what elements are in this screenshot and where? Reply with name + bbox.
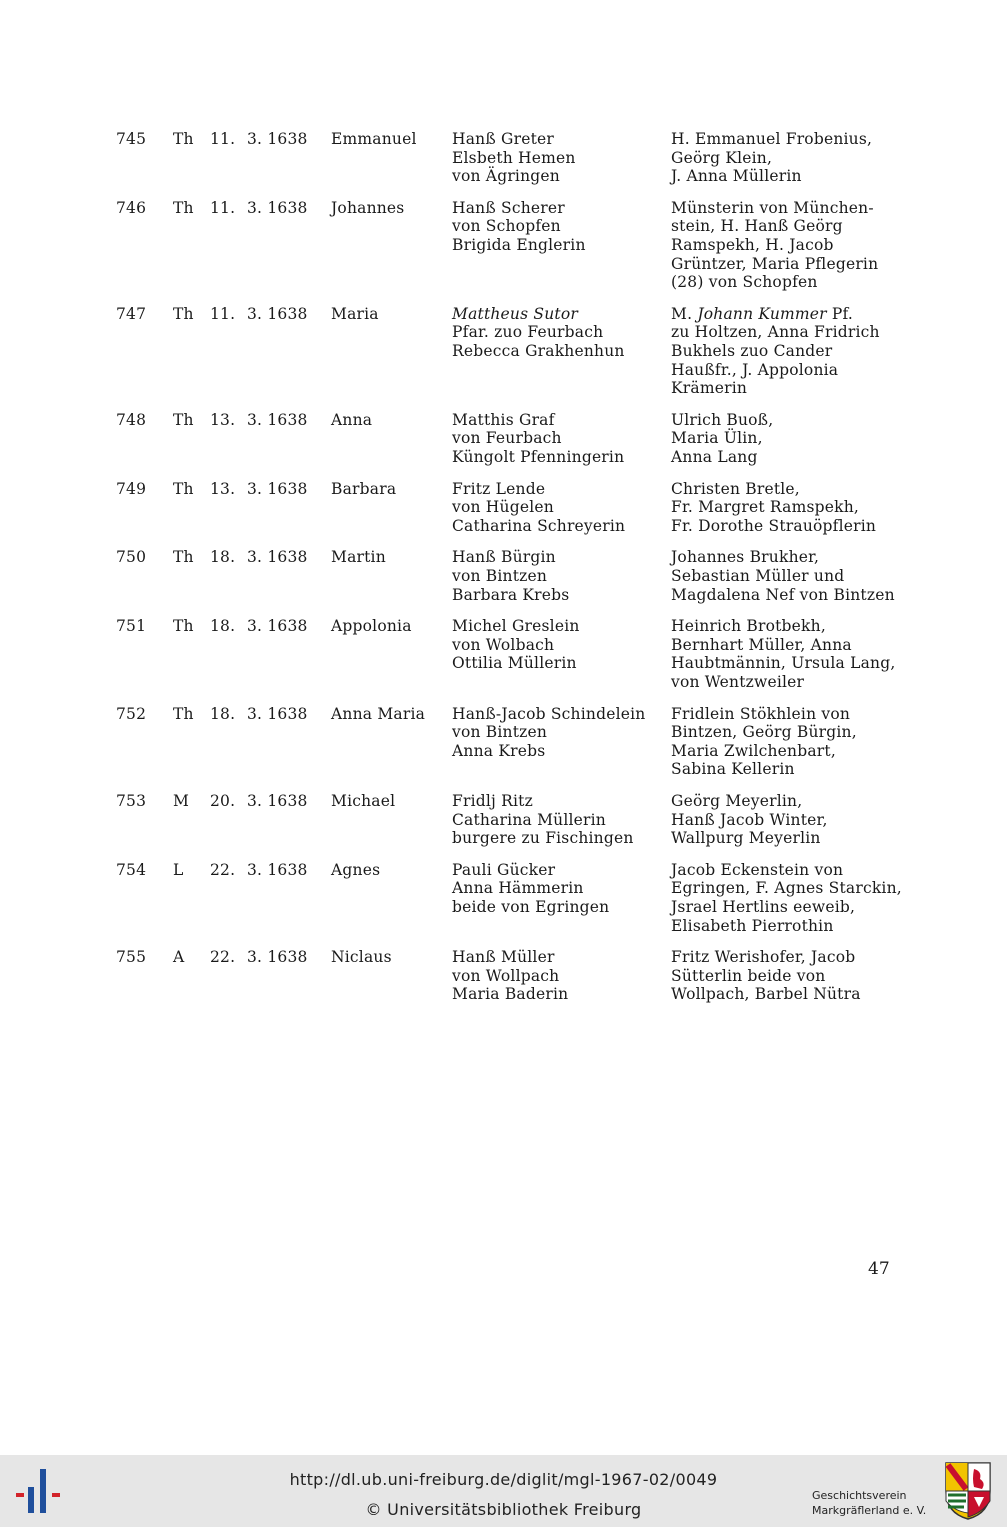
godparent-line: Hanß Jacob Winter,: [671, 810, 828, 829]
godparents-column: [671, 792, 828, 848]
entry-month-year: 3. 1638: [247, 410, 308, 429]
child-name: Niclaus: [331, 948, 392, 967]
godparent-line: Jacob Eckenstein von: [671, 860, 844, 879]
parent-line: Hanß-Jacob Schindelein: [452, 704, 646, 723]
parent-line: von Hügelen: [452, 498, 554, 517]
godparent-line: Fridlein Stökhlein von: [671, 704, 851, 723]
entry-weekday: L: [173, 860, 184, 879]
godparent-line: Egringen, F. Agnes Starckin,: [671, 879, 902, 898]
godparents-column: [671, 480, 876, 536]
entry-number: 749: [116, 479, 147, 498]
entry-number: 745: [116, 130, 147, 148]
entry-weekday: Th: [173, 704, 194, 723]
child-name: Appolonia: [331, 617, 412, 636]
parent-line: Pauli Gücker: [452, 860, 556, 879]
parent-line: Matthis Graf: [452, 410, 555, 429]
entry-number: 747: [116, 304, 147, 323]
parents-column: [452, 705, 645, 761]
parents-column: [452, 480, 625, 536]
parents-column: [452, 948, 568, 1004]
parent-line: Barbara Krebs: [452, 585, 570, 604]
parent-line: Hanß Bürgin: [452, 548, 556, 567]
entry-day-of-month: 20.: [210, 791, 236, 810]
markgraeflerland-coat-of-arms-icon: [944, 1461, 992, 1521]
godparent-line: Fr. Dorothe Strauöpflerin: [671, 516, 877, 535]
parent-line: Anna Hämmerin: [452, 879, 584, 898]
entry-month-year: 3. 1638: [247, 304, 308, 323]
text-fragment: M.: [671, 304, 698, 323]
godparent-line: Bintzen, Geörg Bürgin,: [671, 723, 857, 742]
entry-number: 751: [116, 617, 147, 636]
entry-month-year: 3. 1638: [247, 198, 308, 217]
parent-line: von Ägringen: [452, 167, 560, 186]
entry-weekday: Th: [173, 304, 194, 323]
page-number: 47: [868, 1259, 890, 1279]
entry-weekday: Th: [173, 198, 194, 217]
parents-column: [452, 305, 625, 361]
parent-line: Mattheus Sutor: [452, 304, 578, 323]
godparent-line: Sabina Kellerin: [671, 760, 795, 779]
godparents-column: [671, 861, 902, 935]
parent-line: von Wolbach: [452, 635, 555, 654]
entry-day-of-month: 22.: [210, 860, 236, 879]
viewer-footer: [0, 1455, 1007, 1527]
godparents-column: [671, 130, 872, 186]
entry-month-year: 3. 1638: [247, 860, 308, 879]
godparent-line: Grüntzer, Maria Pflegerin: [671, 254, 879, 273]
child-name: Maria: [331, 304, 379, 323]
register-entry: [0, 705, 1007, 779]
godparent-line: Magdalena Nef von Bintzen: [671, 585, 895, 604]
entry-month-year: 3. 1638: [247, 617, 308, 636]
entry-day-of-month: 22.: [210, 948, 236, 967]
godparent-line: Geörg Klein,: [671, 148, 773, 167]
register-entry: [0, 480, 1007, 536]
godparent-line: (28) von Schopfen: [671, 273, 818, 292]
godparents-column: [671, 948, 861, 1004]
parent-line: Küngolt Pfenningerin: [452, 447, 625, 466]
godparent-line: Wollpach, Barbel Nütra: [671, 985, 861, 1004]
child-name: Anna Maria: [331, 704, 426, 723]
godparent-line: Johannes Brukher,: [671, 548, 820, 567]
godparent-line: Elisabeth Pierrothin: [671, 916, 834, 935]
godparent-line: Wallpurg Meyerlin: [671, 829, 821, 848]
godparent-line: zu Holtzen, Anna Fridrich: [671, 323, 880, 342]
godparent-line: Maria Ülin,: [671, 429, 763, 448]
entry-weekday: Th: [173, 617, 194, 636]
godparent-line: Fr. Margret Ramspekh,: [671, 498, 860, 517]
entry-number: 750: [116, 548, 147, 567]
entry-weekday: Th: [173, 548, 194, 567]
parent-line: Brigida Englerin: [452, 235, 586, 254]
parents-column: [452, 548, 569, 604]
entry-month-year: 3. 1638: [247, 948, 308, 967]
godparent-line: Bernhart Müller, Anna: [671, 635, 852, 654]
register-entry: [0, 199, 1007, 292]
godparent-line: Haußfr., J. Appolonia: [671, 360, 839, 379]
entry-number: 746: [116, 198, 147, 217]
godparent-line: Sütterlin beide von: [671, 966, 826, 985]
entry-month-year: 3. 1638: [247, 548, 308, 567]
godparent-line: Heinrich Brotbekh,: [671, 617, 826, 636]
register-entry: [0, 861, 1007, 935]
entry-weekday: Th: [173, 479, 194, 498]
parent-line: Catharina Müllerin: [452, 810, 606, 829]
godparent-line: stein, H. Hanß Geörg: [671, 217, 843, 236]
godparents-column: [671, 411, 773, 467]
parent-line: Pfar. zuo Feurbach: [452, 323, 604, 342]
parent-line: Anna Krebs: [452, 741, 546, 760]
godparents-column: [671, 617, 896, 691]
register-entry: [0, 130, 1007, 186]
entry-number: 753: [116, 791, 147, 810]
parent-line: Hanß Greter: [452, 130, 554, 148]
parents-column: [452, 861, 609, 917]
godparents-column: [671, 199, 878, 292]
child-name: Barbara: [331, 479, 397, 498]
entry-day-of-month: 11.: [210, 130, 236, 148]
parent-line: Fritz Lende: [452, 479, 546, 498]
parent-line: burgere zu Fischingen: [452, 829, 634, 848]
entry-number: 752: [116, 704, 147, 723]
godparents-column: [671, 705, 857, 779]
parents-column: [452, 617, 580, 673]
child-name: Martin: [331, 548, 386, 567]
entry-day-of-month: 18.: [210, 617, 236, 636]
register-entry: [0, 617, 1007, 691]
entry-day-of-month: 11.: [210, 198, 236, 217]
parents-column: [452, 792, 634, 848]
entry-weekday: A: [173, 948, 185, 967]
godparent-line: Fritz Werishofer, Jacob: [671, 948, 856, 967]
child-name: Emmanuel: [331, 130, 417, 148]
godparent-line: Anna Lang: [671, 447, 758, 466]
entry-weekday: Th: [173, 130, 194, 148]
entry-day-of-month: 13.: [210, 410, 236, 429]
parent-line: von Schopfen: [452, 217, 561, 236]
godparent-line: Haubtmännin, Ursula Lang,: [671, 654, 896, 673]
parents-column: [452, 411, 624, 467]
register-entry: [0, 792, 1007, 848]
entry-month-year: 3. 1638: [247, 704, 308, 723]
document-url-link[interactable]: http://dl.ub.uni-freiburg.de/diglit/mgl-1967-02/0049: [289, 1470, 718, 1489]
godparent-line: Maria Zwilchenbart,: [671, 741, 836, 760]
entry-day-of-month: 11.: [210, 304, 236, 323]
parent-line: Rebecca Grakhenhun: [452, 341, 625, 360]
godparent-line: Bukhels zuo Cander: [671, 341, 833, 360]
entry-day-of-month: 18.: [210, 548, 236, 567]
italic-name: Johann Kummer: [697, 304, 827, 323]
godparent-line: Geörg Meyerlin,: [671, 791, 803, 810]
entry-month-year: 3. 1638: [247, 791, 308, 810]
godparent-line: Ramspekh, H. Jacob: [671, 235, 834, 254]
child-name: Agnes: [331, 860, 381, 879]
parent-line: Ottilia Müllerin: [452, 654, 577, 673]
godparent-line: Krämerin: [671, 379, 748, 398]
godparent-line: Ulrich Buoß,: [671, 410, 774, 429]
godparents-column: [671, 305, 880, 398]
register-entry: [0, 305, 1007, 398]
child-name: Johannes: [331, 198, 405, 217]
parent-line: von Feurbach: [452, 429, 562, 448]
godparent-line: Sebastian Müller und: [671, 566, 845, 585]
parents-column: [452, 199, 586, 255]
register-entry: [0, 948, 1007, 1004]
parent-line: Maria Baderin: [452, 985, 569, 1004]
entry-weekday: Th: [173, 410, 194, 429]
entry-month-year: 3. 1638: [247, 130, 308, 148]
entry-number: 755: [116, 948, 147, 967]
child-name: Michael: [331, 791, 396, 810]
entry-day-of-month: 18.: [210, 704, 236, 723]
godparent-line: H. Emmanuel Frobenius,: [671, 130, 873, 148]
entry-number: 748: [116, 410, 147, 429]
parent-line: von Wollpach: [452, 966, 560, 985]
entry-month-year: 3. 1638: [247, 479, 308, 498]
parent-line: Hanß Müller: [452, 948, 555, 967]
parent-line: Hanß Scherer: [452, 198, 565, 217]
godparent-line: Jsrael Hertlins eeweib,: [671, 897, 856, 916]
parent-line: von Bintzen: [452, 723, 548, 742]
parent-line: Michel Greslein: [452, 617, 580, 636]
godparent-line: Münsterin von München-: [671, 198, 874, 217]
parent-line: von Bintzen: [452, 566, 548, 585]
register-entry: [0, 411, 1007, 467]
child-name: Anna: [331, 410, 373, 429]
godparent-line: Christen Bretle,: [671, 479, 800, 498]
godparent-line: J. Anna Müllerin: [671, 167, 802, 186]
text-fragment: Pf.: [826, 304, 854, 323]
copyright-notice: © Universitätsbibliothek Freiburg: [365, 1500, 642, 1519]
society-name-line2: Markgräflerland e. V.: [812, 1504, 927, 1517]
entry-weekday: M: [173, 791, 190, 810]
parent-line: Catharina Schreyerin: [452, 516, 626, 535]
entry-number: 754: [116, 860, 147, 879]
baptism-register-list: [0, 130, 1007, 1017]
society-name-line1: Geschichtsverein: [812, 1489, 907, 1502]
society-name: [812, 1488, 926, 1518]
register-entry: [0, 548, 1007, 604]
godparent-line: von Wentzweiler: [671, 672, 805, 691]
godparent-line: [671, 305, 880, 324]
parent-line: Fridlj Ritz: [452, 791, 533, 810]
parents-column: [452, 130, 576, 186]
godparents-column: [671, 548, 895, 604]
parent-line: beide von Egringen: [452, 897, 610, 916]
entry-day-of-month: 13.: [210, 479, 236, 498]
parent-line: Elsbeth Hemen: [452, 148, 576, 167]
